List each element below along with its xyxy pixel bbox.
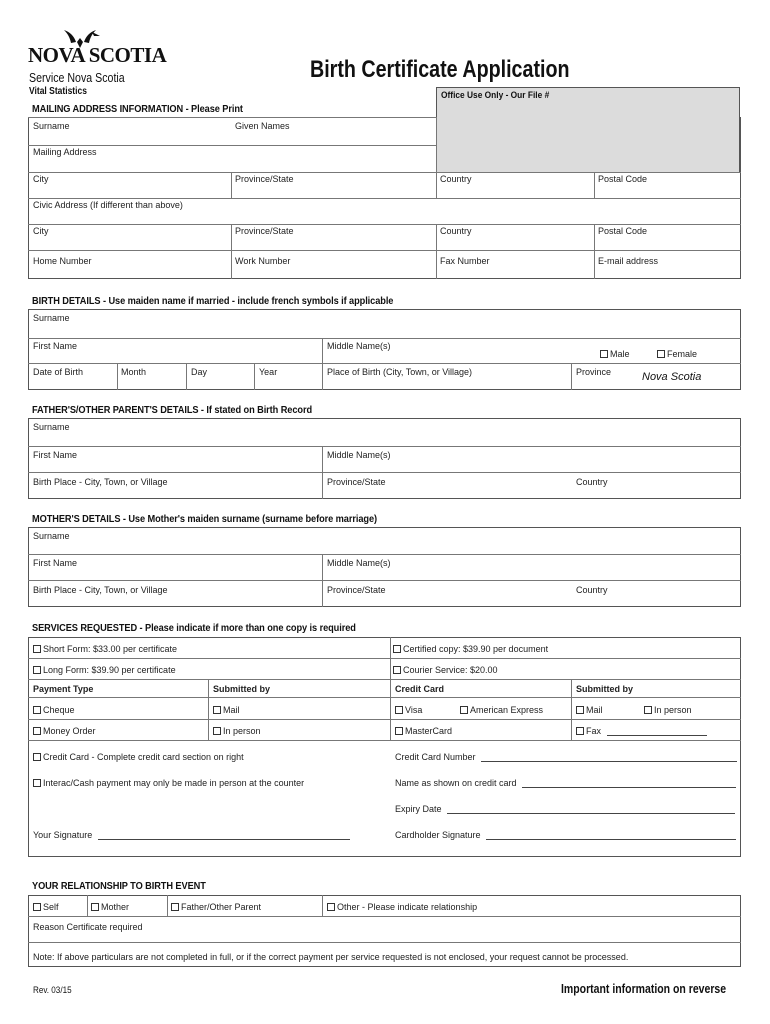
your-signature-field[interactable]: Your Signature [33, 830, 350, 840]
mastercard-checkbox[interactable] [395, 727, 403, 735]
interac-checkbox[interactable] [33, 779, 41, 787]
amex-checkbox[interactable] [460, 706, 468, 714]
in-person-option[interactable]: In person [644, 705, 692, 715]
credit-card-header: Credit Card [395, 684, 445, 694]
birth-heading: BIRTH DETAILS - Use maiden name if married - include french symbols if applicable [32, 295, 394, 307]
important-info-label: Important information on reverse [561, 982, 727, 996]
processing-note: Note: If above particulars are not completed in full, or if the correct payment per service requested is not enclosed, your request cannot be processed. [33, 952, 629, 962]
mother-first-name[interactable]: First Name [33, 558, 78, 568]
birth-day[interactable]: Day [191, 367, 208, 377]
field-postal-code[interactable]: Postal Code [598, 174, 648, 184]
father-province-state[interactable]: Province/State [327, 477, 386, 487]
field-work-number[interactable]: Work Number [235, 256, 291, 266]
submitted-by-header: Submitted by [213, 684, 271, 694]
expiry-field[interactable]: Expiry Date [395, 804, 735, 814]
father-first-name[interactable]: First Name [33, 450, 78, 460]
short-form-checkbox[interactable] [33, 645, 41, 653]
nova-scotia-logo [28, 28, 167, 68]
father-middle-names[interactable]: Middle Name(s) [327, 450, 391, 460]
in-person-option-2[interactable]: In person [213, 726, 261, 736]
other-checkbox[interactable] [327, 903, 335, 911]
field-surname[interactable]: Surname [33, 121, 70, 131]
reason-field[interactable]: Reason Certificate required [33, 922, 143, 932]
father-birth-place[interactable]: Birth Place - City, Town, or Village [33, 477, 168, 487]
amex-option[interactable]: American Express [460, 705, 543, 715]
visa-checkbox[interactable] [395, 706, 403, 714]
field-country-2[interactable]: Country [440, 226, 472, 236]
field-home-number[interactable]: Home Number [33, 256, 92, 266]
female-checkbox[interactable] [657, 350, 665, 358]
mother-country[interactable]: Country [576, 585, 608, 595]
credit-card-checkbox[interactable] [33, 753, 41, 761]
fax-option[interactable]: Fax [576, 726, 707, 736]
mother-middle-names[interactable]: Middle Name(s) [327, 558, 391, 568]
other-option[interactable]: Other - Please indicate relationship [327, 902, 477, 912]
long-form-checkbox[interactable] [33, 666, 41, 674]
logo-wordmark: NOVA SCOTIA [28, 43, 167, 67]
cardholder-signature-line[interactable] [486, 831, 736, 840]
payment-type-header: Payment Type [33, 684, 94, 694]
field-province-state-2[interactable]: Province/State [235, 226, 294, 236]
fax-line[interactable] [607, 727, 707, 736]
long-form-option[interactable]: Long Form: $39.90 per certificate [33, 665, 176, 675]
mail-option-2[interactable]: Mail [576, 705, 603, 715]
mail-option[interactable]: Mail [213, 705, 240, 715]
field-country[interactable]: Country [440, 174, 472, 184]
field-city-2[interactable]: City [33, 226, 49, 236]
visa-option[interactable]: Visa [395, 705, 422, 715]
father-heading: FATHER'S/OTHER PARENT'S DETAILS - If stated on Birth Record [32, 404, 313, 416]
father-country[interactable]: Country [576, 477, 608, 487]
male-checkbox[interactable] [600, 350, 608, 358]
page-title: Birth Certificate Application [310, 56, 570, 83]
field-fax-number[interactable]: Fax Number [440, 256, 490, 266]
sex-female-option[interactable]: Female [657, 349, 697, 359]
field-given-names[interactable]: Given Names [235, 121, 290, 131]
certified-copy-checkbox[interactable] [393, 645, 401, 653]
cheque-option[interactable]: Cheque [33, 705, 75, 715]
submitted-by-header-2: Submitted by [576, 684, 634, 694]
courier-option[interactable]: Courier Service: $20.00 [393, 665, 498, 675]
your-signature-line[interactable] [98, 831, 350, 840]
name-on-card-field[interactable]: Name as shown on credit card [395, 778, 736, 788]
services-heading: SERVICES REQUESTED - Please indicate if more than one copy is required [32, 622, 356, 634]
revision-label: Rev. 03/15 [33, 985, 72, 995]
father-surname[interactable]: Surname [33, 422, 70, 432]
mastercard-option[interactable]: MasterCard [395, 726, 452, 736]
self-checkbox[interactable] [33, 903, 41, 911]
cardholder-signature-field[interactable]: Cardholder Signature [395, 830, 736, 840]
field-civic-address[interactable]: Civic Address (If different than above) [33, 200, 183, 210]
courier-checkbox[interactable] [393, 666, 401, 674]
field-email[interactable]: E-mail address [598, 256, 659, 266]
cc-number-line[interactable] [481, 753, 737, 762]
birth-province: Province [576, 367, 612, 377]
mailing-heading: MAILING ADDRESS INFORMATION - Please Print [32, 103, 243, 115]
mother-birth-place[interactable]: Birth Place - City, Town, or Village [33, 585, 168, 595]
mail-checkbox-2[interactable] [576, 706, 584, 714]
mail-checkbox[interactable] [213, 706, 221, 714]
birth-month[interactable]: Month [121, 367, 147, 377]
father-checkbox[interactable] [171, 903, 179, 911]
mother-heading: MOTHER'S DETAILS - Use Mother's maiden surname (surname before marriage) [32, 513, 377, 525]
birth-place[interactable]: Place of Birth (City, Town, or Village) [327, 367, 473, 377]
org-name: Service Nova Scotia [29, 71, 125, 85]
field-city[interactable]: City [33, 174, 49, 184]
fax-checkbox[interactable] [576, 727, 584, 735]
money-order-option[interactable]: Money Order [33, 726, 96, 736]
in-person-checkbox-2[interactable] [213, 727, 221, 735]
field-postal-code-2[interactable]: Postal Code [598, 226, 648, 236]
father-option[interactable]: Father/Other Parent [171, 902, 261, 912]
dept-name: Vital Statistics [29, 86, 87, 97]
short-form-option[interactable]: Short Form: $33.00 per certificate [33, 644, 177, 654]
birth-date-of-birth: Date of Birth [33, 367, 84, 377]
mother-checkbox[interactable] [91, 903, 99, 911]
birth-year[interactable]: Year [259, 367, 278, 377]
mother-option[interactable]: Mother [91, 902, 129, 912]
cc-number-field[interactable]: Credit Card Number [395, 752, 737, 762]
birth-surname[interactable]: Surname [33, 313, 70, 323]
certified-copy-option[interactable]: Certified copy: $39.90 per document [393, 644, 548, 654]
office-use-label: Office Use Only - Our File # [441, 90, 550, 101]
birth-province-value: Nova Scotia [642, 371, 702, 383]
expiry-line[interactable] [447, 805, 735, 814]
cheque-checkbox[interactable] [33, 706, 41, 714]
sex-male-option[interactable]: Male [600, 349, 630, 359]
money-order-checkbox[interactable] [33, 727, 41, 735]
birth-middle-names[interactable]: Middle Name(s) [327, 341, 391, 351]
field-mailing-address[interactable]: Mailing Address [33, 147, 97, 157]
self-option[interactable]: Self [33, 902, 59, 912]
name-on-card-line[interactable] [522, 779, 736, 788]
mother-province-state[interactable]: Province/State [327, 585, 386, 595]
interac-option[interactable]: Interac/Cash payment may only be made in person at the counter [33, 778, 304, 788]
relationship-heading: YOUR RELATIONSHIP TO BIRTH EVENT [32, 880, 206, 892]
birth-first-name[interactable]: First Name [33, 341, 78, 351]
in-person-checkbox[interactable] [644, 706, 652, 714]
credit-card-option[interactable]: Credit Card - Complete credit card section on right [33, 752, 244, 762]
mother-surname[interactable]: Surname [33, 531, 70, 541]
field-province-state[interactable]: Province/State [235, 174, 294, 184]
